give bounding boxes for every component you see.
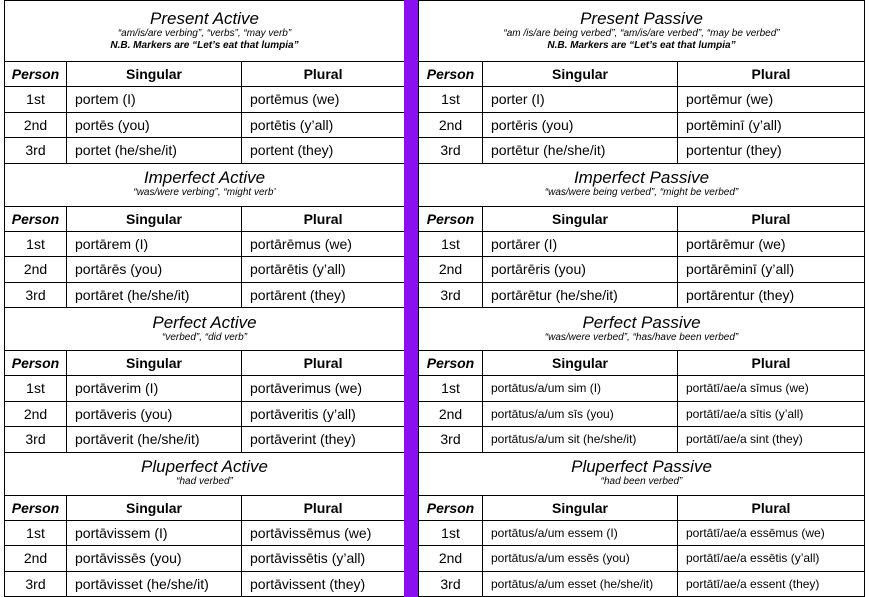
singular-form: portātus/a/um esset (he/she/it): [483, 571, 678, 597]
column-header-row: [419, 206, 865, 231]
tense-translation: “am /is/are being verbed”, “am/is/are verbed”, “may be verbed”: [503, 27, 780, 39]
tense-translation: “was/were being verbed”, “might be verbed”: [544, 187, 739, 198]
plural-form: portātī/ae/a essent (they): [678, 571, 865, 597]
plural-form: portātī/ae/a essētis (y’all): [678, 546, 865, 572]
plural-header: Plural: [678, 62, 865, 87]
person-cell: 2nd: [5, 401, 67, 427]
singular-form: portārer (I): [483, 231, 678, 257]
conjugation-row: [5, 257, 405, 283]
person-cell: 1st: [5, 520, 67, 546]
conjugation-row: [419, 282, 865, 308]
plural-form: portent (they): [242, 138, 405, 164]
person-header: Person: [419, 206, 483, 231]
tense-title-row: [419, 1, 865, 62]
active-table: [4, 0, 405, 597]
singular-form: portāvissem (I): [67, 520, 242, 546]
conjugation-row: [5, 376, 405, 402]
singular-form: portātus/a/um essem (I): [483, 520, 678, 546]
person-cell: 1st: [5, 376, 67, 402]
person-cell: 1st: [5, 231, 67, 257]
singular-header: Singular: [483, 62, 678, 87]
person-cell: 2nd: [5, 112, 67, 138]
singular-form: portātus/a/um sit (he/she/it): [483, 427, 678, 453]
plural-form: portātī/ae/a sint (they): [678, 427, 865, 453]
conjugation-row: [5, 427, 405, 453]
plural-form: portentur (they): [678, 138, 865, 164]
person-header: Person: [419, 62, 483, 87]
plural-form: portāvissēmus (we): [242, 520, 405, 546]
person-header: Person: [419, 495, 483, 520]
singular-form: portet (he/she/it): [67, 138, 242, 164]
plural-form: portārēmus (we): [242, 231, 405, 257]
marker-note: N.B. Markers are “Let’s eat that lumpia”: [547, 39, 736, 51]
tense-title: Pluperfect Active: [141, 457, 268, 476]
conjugation-row: [419, 427, 865, 453]
person-header: Person: [5, 351, 67, 376]
singular-form: portātus/a/um sim (I): [483, 376, 678, 402]
singular-form: portētur (he/she/it): [483, 138, 678, 164]
singular-form: portāverit (he/she/it): [67, 427, 242, 453]
person-cell: 2nd: [419, 257, 483, 283]
plural-form: portārēminī (y’all): [678, 257, 865, 283]
plural-form: portātī/ae/a sītis (y’all): [678, 401, 865, 427]
plural-header: Plural: [678, 351, 865, 376]
tense-title: Present Active: [150, 8, 259, 28]
person-cell: 1st: [419, 231, 483, 257]
plural-form: portātī/ae/a sīmus (we): [678, 376, 865, 402]
person-cell: 3rd: [5, 427, 67, 453]
tense-title-cell: [419, 1, 865, 62]
singular-header: Singular: [483, 351, 678, 376]
plural-header: Plural: [242, 351, 405, 376]
conjugation-row: [5, 401, 405, 427]
singular-form: portātus/a/um essēs (you): [483, 546, 678, 572]
person-header: Person: [5, 495, 67, 520]
plural-form: portēminī (y’all): [678, 112, 865, 138]
plural-form: portētis (y’all): [242, 112, 405, 138]
conjugation-row: [5, 520, 405, 546]
plural-form: portāveritis (y’all): [242, 401, 405, 427]
person-cell: 3rd: [5, 282, 67, 308]
conjugation-row: [5, 87, 405, 113]
plural-header: Plural: [242, 206, 405, 231]
tense-translation: “was/were verbing”, “might verb’: [133, 187, 276, 198]
singular-header: Singular: [483, 206, 678, 231]
tense-title-cell: [5, 452, 405, 495]
plural-form: portārent (they): [242, 282, 405, 308]
person-cell: 1st: [419, 87, 483, 113]
person-header: Person: [5, 206, 67, 231]
tense-title-row: [419, 452, 865, 495]
singular-form: portāvisset (he/she/it): [67, 571, 242, 597]
plural-header: Plural: [242, 62, 405, 87]
person-cell: 3rd: [419, 427, 483, 453]
conjugation-row: [419, 87, 865, 113]
column-header-row: [419, 62, 865, 87]
plural-form: portāverint (they): [242, 427, 405, 453]
column-header-row: [5, 62, 405, 87]
singular-form: portāret (he/she/it): [67, 282, 242, 308]
person-header: Person: [419, 351, 483, 376]
conjugation-row: [5, 231, 405, 257]
plural-form: portāvissētis (y’all): [242, 546, 405, 572]
tense-title-row: [419, 163, 865, 206]
person-cell: 2nd: [419, 546, 483, 572]
tense-translation: “was/were verbed”, “has/have been verbed”: [544, 331, 739, 343]
tense-title: Perfect Active: [152, 312, 257, 332]
tense-translation: “verbed”, “did verb”: [162, 331, 248, 343]
conjugation-row: [419, 231, 865, 257]
conjugation-row: [419, 138, 865, 164]
singular-form: portem (I): [67, 87, 242, 113]
tense-title-cell: [5, 163, 405, 206]
column-header-row: [5, 206, 405, 231]
plural-header: Plural: [678, 206, 865, 231]
conjugation-row: [5, 138, 405, 164]
singular-form: porter (I): [483, 87, 678, 113]
person-cell: 1st: [419, 376, 483, 402]
plural-form: portēmur (we): [678, 87, 865, 113]
column-header-row: [5, 495, 405, 520]
tense-title: Imperfect Active: [143, 168, 266, 187]
person-cell: 3rd: [5, 138, 67, 164]
person-cell: 3rd: [5, 571, 67, 597]
person-cell: 2nd: [419, 112, 483, 138]
person-cell: 1st: [419, 520, 483, 546]
plural-header: Plural: [678, 495, 865, 520]
singular-form: portārēris (you): [483, 257, 678, 283]
conjugation-row: [5, 571, 405, 597]
passive-voice-column: [418, 0, 864, 597]
plural-form: portāvissent (they): [242, 571, 405, 597]
conjugation-row: [419, 376, 865, 402]
plural-form: portārētis (y’all): [242, 257, 405, 283]
person-cell: 2nd: [5, 257, 67, 283]
conjugation-row: [419, 546, 865, 572]
column-header-row: [5, 351, 405, 376]
active-voice-column: [4, 0, 404, 597]
conjugation-row: [419, 571, 865, 597]
tense-translation: “am/is/are verbing”, “verbs”, “may verb”: [117, 27, 292, 39]
voice-divider: [404, 0, 418, 597]
singular-form: portēs (you): [67, 112, 242, 138]
tense-title-cell: [419, 163, 865, 206]
conjugation-row: [5, 112, 405, 138]
singular-form: portārētur (he/she/it): [483, 282, 678, 308]
person-header: Person: [5, 62, 67, 87]
conjugation-row: [419, 112, 865, 138]
conjugation-row: [419, 401, 865, 427]
marker-note: N.B. Markers are “Let’s eat that lumpia”: [110, 39, 299, 51]
plural-form: portārēmur (we): [678, 231, 865, 257]
singular-form: portāvissēs (you): [67, 546, 242, 572]
singular-form: portārēs (you): [67, 257, 242, 283]
person-cell: 2nd: [419, 401, 483, 427]
person-cell: 3rd: [419, 282, 483, 308]
tense-title-cell: [5, 308, 405, 351]
column-header-row: [419, 351, 865, 376]
singular-form: portātus/a/um sīs (you): [483, 401, 678, 427]
conjugation-row: [419, 257, 865, 283]
singular-form: portēris (you): [483, 112, 678, 138]
singular-form: portāveris (you): [67, 401, 242, 427]
plural-form: portāverimus (we): [242, 376, 405, 402]
singular-header: Singular: [67, 206, 242, 231]
plural-form: portātī/ae/a essēmus (we): [678, 520, 865, 546]
tense-title-row: [5, 308, 405, 351]
singular-form: portāverim (I): [67, 376, 242, 402]
conjugation-row: [5, 282, 405, 308]
tense-title-cell: [419, 452, 865, 495]
person-cell: 3rd: [419, 138, 483, 164]
tense-title: Pluperfect Passive: [571, 457, 712, 476]
singular-header: Singular: [67, 62, 242, 87]
tense-translation: “had been verbed”: [600, 476, 683, 487]
conjugation-row: [419, 520, 865, 546]
plural-form: portārentur (they): [678, 282, 865, 308]
plural-header: Plural: [242, 495, 405, 520]
column-header-row: [419, 495, 865, 520]
tense-title-row: [5, 163, 405, 206]
passive-table: [418, 0, 865, 597]
singular-form: portārem (I): [67, 231, 242, 257]
tense-title-row: [419, 308, 865, 351]
tense-title: Imperfect Passive: [573, 168, 710, 187]
singular-header: Singular: [483, 495, 678, 520]
tense-title: Perfect Passive: [582, 312, 701, 332]
person-cell: 3rd: [419, 571, 483, 597]
tense-translation: “had verbed”: [176, 476, 233, 487]
plural-form: portēmus (we): [242, 87, 405, 113]
tense-title-cell: [5, 1, 405, 62]
singular-header: Singular: [67, 495, 242, 520]
conjugation-row: [5, 546, 405, 572]
singular-header: Singular: [67, 351, 242, 376]
tense-title: Present Passive: [580, 8, 703, 28]
person-cell: 1st: [5, 87, 67, 113]
tense-title-row: [5, 1, 405, 62]
person-cell: 2nd: [5, 546, 67, 572]
tense-title-row: [5, 452, 405, 495]
tense-title-cell: [419, 308, 865, 351]
